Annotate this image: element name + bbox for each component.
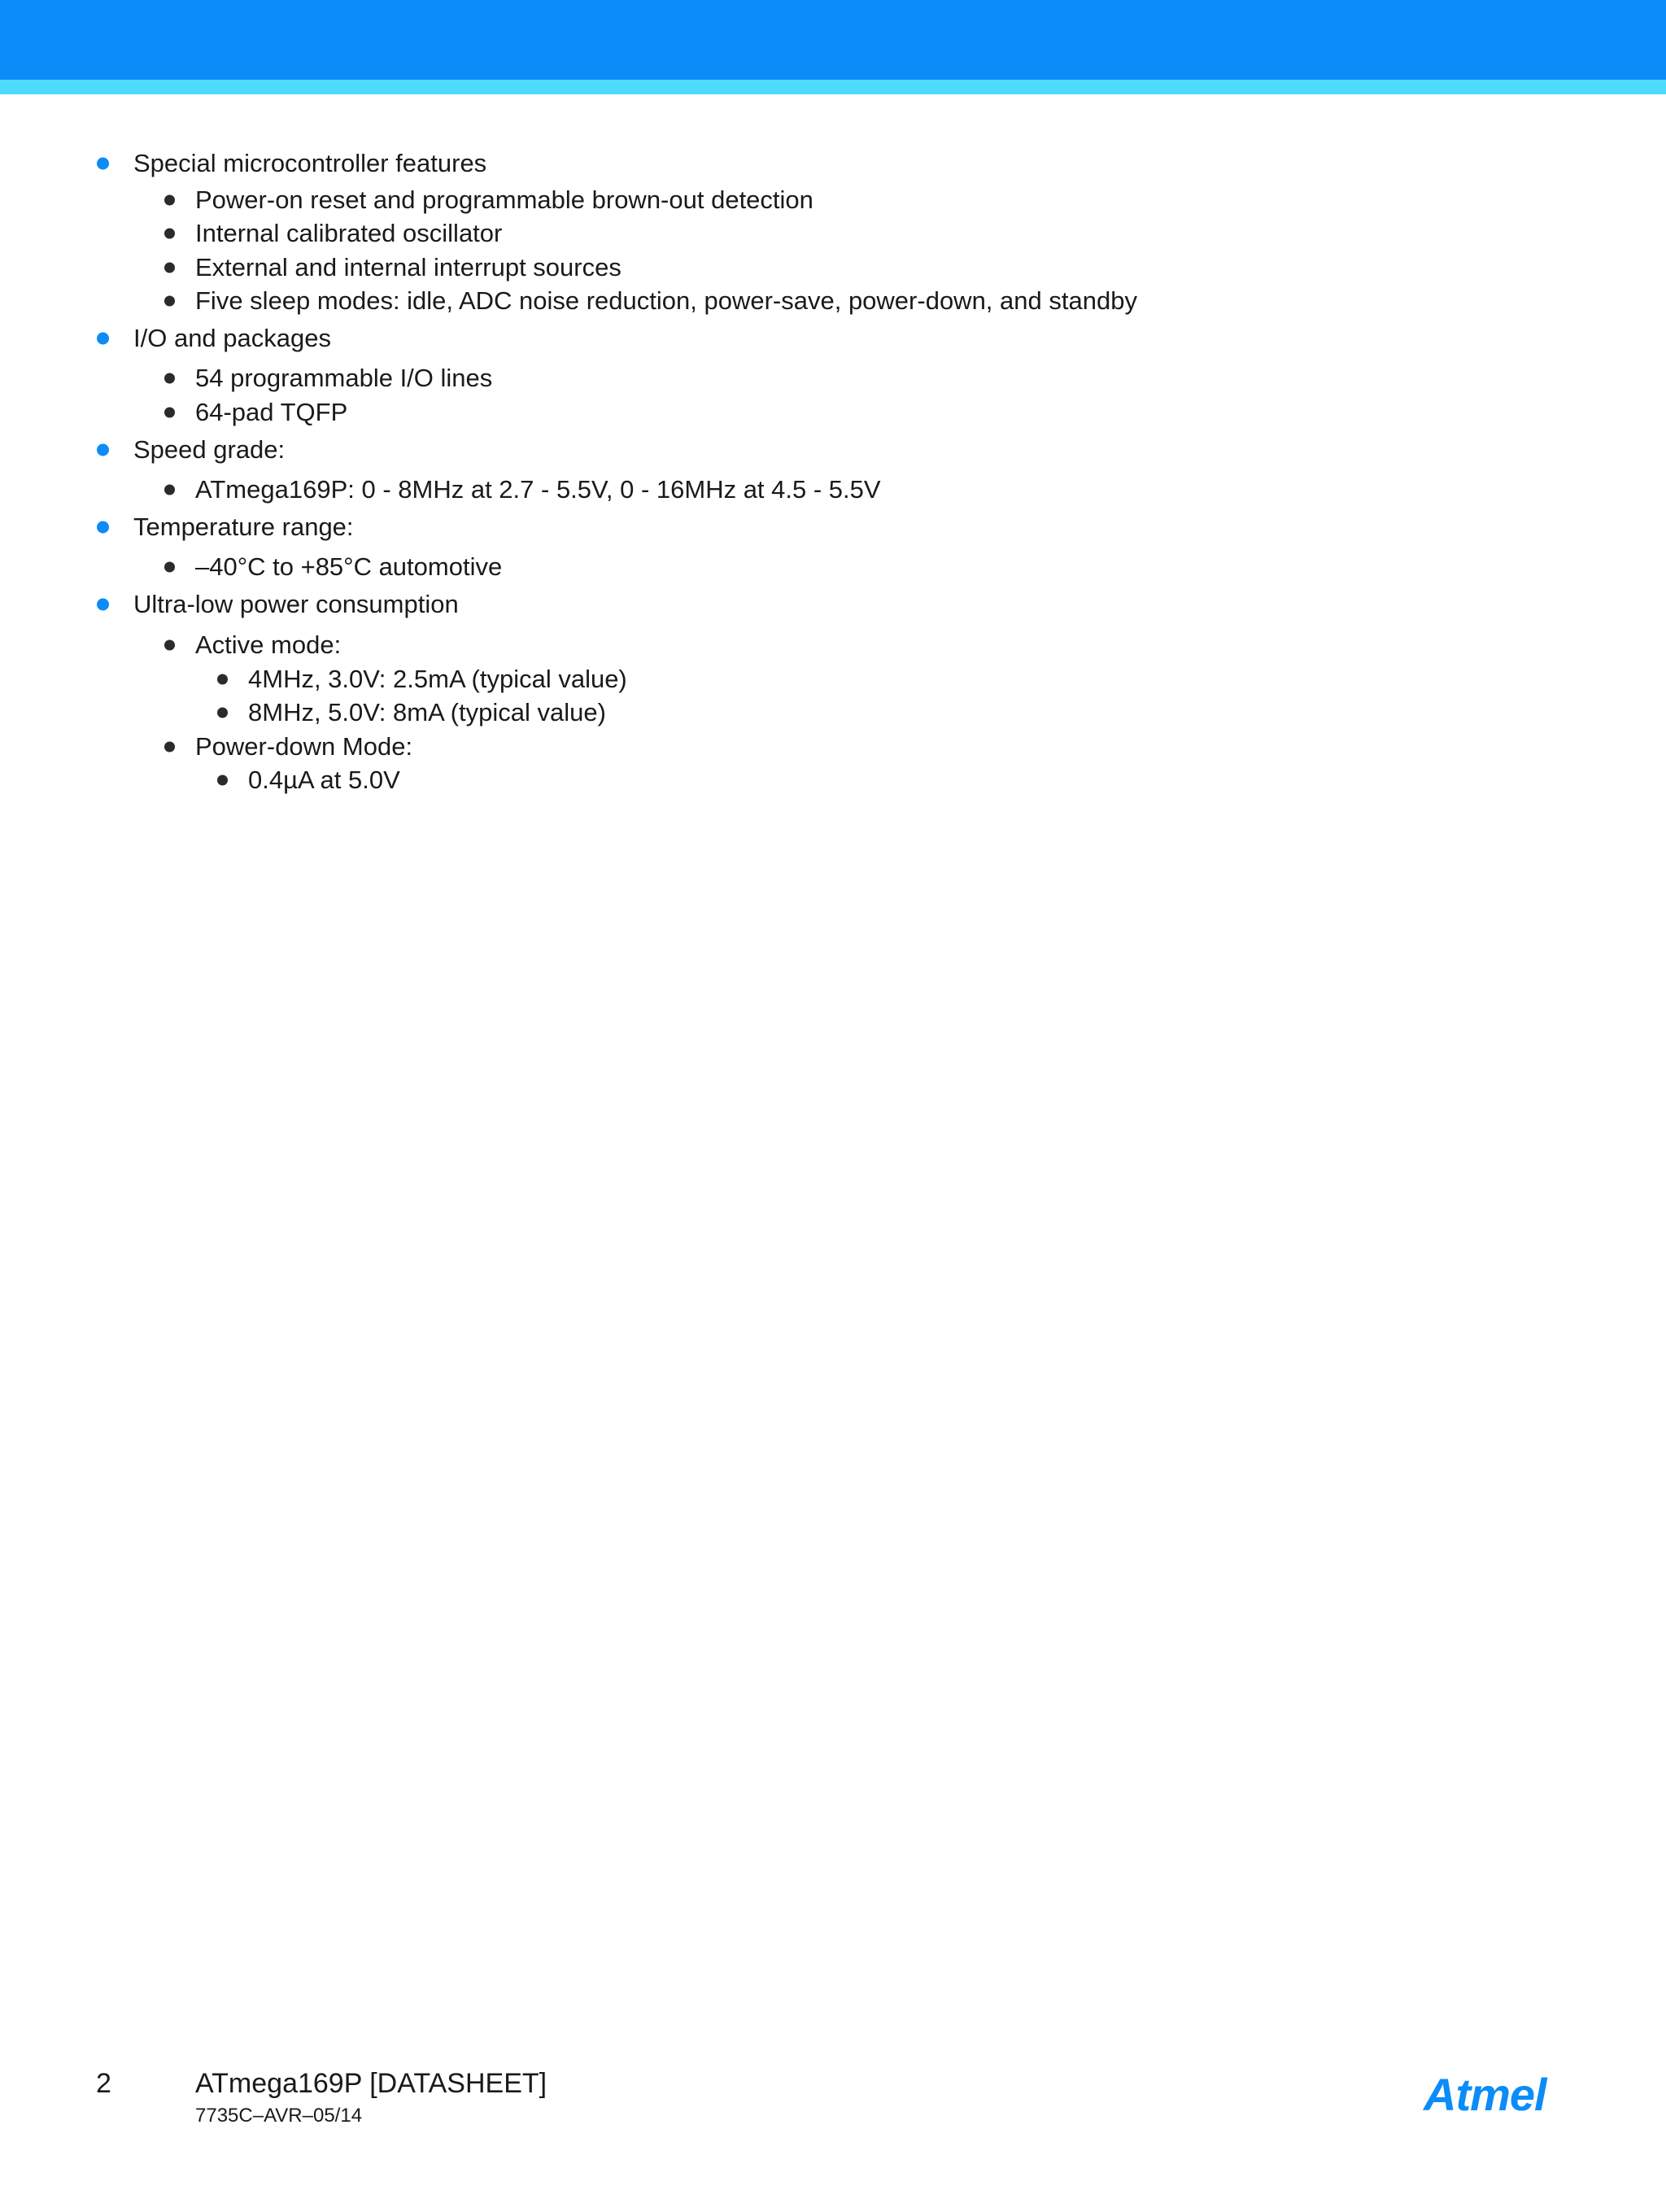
feature-label: Ultra-low power consumption <box>133 590 459 618</box>
feature-subitem <box>195 185 813 215</box>
bullet-icon <box>217 674 228 685</box>
bullet-icon <box>97 521 109 534</box>
feature-sublabel: 54 programmable I/O lines <box>195 364 493 392</box>
bullet-icon <box>97 333 109 345</box>
feature-sublabel: 64-pad TQFP <box>195 398 348 426</box>
feature-sublabel: External and internal interrupt sources <box>195 253 621 281</box>
atmel-logo <box>1422 2071 1573 2118</box>
bullet-icon <box>164 296 175 307</box>
feature-subsublabel: 4MHz, 3.0V: 2.5mA (typical value) <box>248 665 627 693</box>
feature-subitem <box>195 475 881 504</box>
feature-sublabel: Active mode: <box>195 630 342 659</box>
bullet-icon <box>164 229 175 239</box>
feature-item <box>133 435 285 465</box>
bullet-icon <box>217 708 228 718</box>
bullet-icon <box>97 599 109 611</box>
feature-subsubitem <box>248 766 400 795</box>
feature-subitem <box>195 219 502 248</box>
feature-subitem <box>195 253 621 282</box>
feature-item <box>133 324 331 353</box>
feature-subsubitem <box>248 698 606 727</box>
feature-subitem <box>195 398 347 427</box>
document-code: 7735C–AVR–05/14 <box>195 2105 363 2127</box>
feature-subsublabel: 8MHz, 5.0V: 8mA (typical value) <box>248 698 606 726</box>
feature-subitem <box>195 364 492 393</box>
feature-subitem <box>195 286 1137 316</box>
document-title: ATmega169P [DATASHEET] <box>195 2068 547 2099</box>
feature-item <box>133 149 486 178</box>
header-bar <box>0 0 1666 80</box>
feature-sublabel: Five sleep modes: idle, ADC noise reduction, power-save, power-down, and standby <box>195 286 1137 315</box>
feature-label: Special microcontroller features <box>133 149 487 177</box>
bullet-icon <box>164 408 175 418</box>
bullet-icon <box>164 373 175 384</box>
feature-sublabel: Power-down Mode: <box>195 732 413 761</box>
feature-item <box>133 590 459 619</box>
bullet-icon <box>164 195 175 206</box>
feature-subsublabel: 0.4µA at 5.0V <box>248 766 400 794</box>
bullet-icon <box>164 263 175 273</box>
bullet-icon <box>164 742 175 753</box>
feature-subitem <box>195 552 502 582</box>
feature-sublabel: ATmega169P: 0 - 8MHz at 2.7 - 5.5V, 0 - 16MHz at 4.5 - 5.5V <box>195 475 881 504</box>
bullet-icon <box>217 775 228 786</box>
bullet-icon <box>164 485 175 495</box>
atmel-logo-text: Atmel <box>1424 2071 1546 2118</box>
header-stripe <box>0 80 1666 94</box>
bullet-icon <box>164 640 175 651</box>
bullet-icon <box>97 444 109 456</box>
feature-subitem <box>195 732 412 761</box>
feature-sublabel: Internal calibrated oscillator <box>195 219 503 247</box>
page-number: 2 <box>96 2068 111 2099</box>
feature-subsubitem <box>248 665 627 694</box>
feature-subitem <box>195 630 341 660</box>
feature-sublabel: Power-on reset and programmable brown-out detection <box>195 185 813 214</box>
feature-label: I/O and packages <box>133 324 331 352</box>
feature-item <box>133 513 354 542</box>
feature-sublabel: –40°C to +85°C automotive <box>195 552 503 581</box>
feature-label: Temperature range: <box>133 513 354 541</box>
bullet-icon <box>164 562 175 573</box>
feature-label: Speed grade: <box>133 435 286 464</box>
bullet-icon <box>97 158 109 170</box>
